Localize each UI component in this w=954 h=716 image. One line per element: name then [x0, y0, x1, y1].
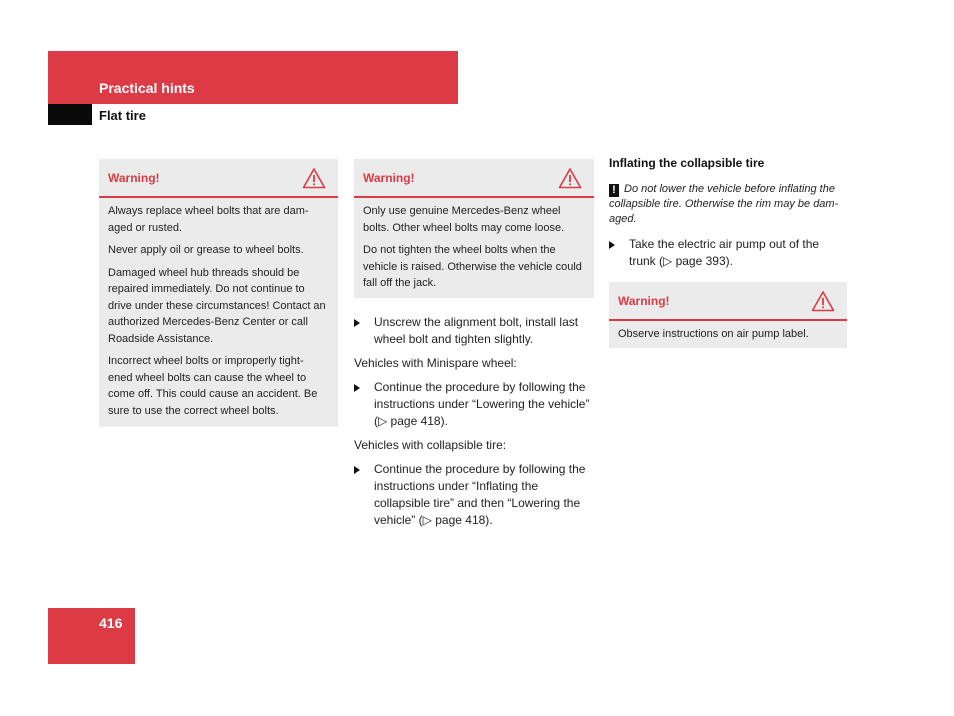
bullet-arrow-icon: [354, 319, 360, 327]
warning-body: [609, 321, 847, 350]
warning-paragraph: Incorrect wheel bolts or improperly tight- ened wheel bolts can cause the wheel to come off. This could cause an accident. Be sure to use the correct wheel bolts.: [108, 355, 318, 417]
bullet-arrow-icon: [354, 466, 360, 474]
instruction-step: [354, 461, 594, 529]
warning-box-air-pump: [609, 282, 847, 348]
step-text: Continue the procedure by following the instructions under “Lowering the vehicle” (▷ page 418).: [374, 380, 590, 428]
bullet-arrow-icon: [609, 241, 615, 249]
exclamation-icon: !: [609, 184, 619, 197]
warning-paragraph: Damaged wheel hub threads should be repaired immediately. Do not continue to drive under these circumstances! Contact an authorized Mercedes-Benz Center or call Roadside Assistance.: [108, 266, 326, 345]
warning-paragraph: Only use genuine Mercedes-Benz wheel bolts. Other wheel bolts may come loose.: [363, 205, 565, 234]
header-band: [48, 51, 458, 104]
warning-paragraph: Do not tighten the wheel bolts when the vehicle is raised. Otherwise the vehicle could fall off the jack.: [363, 244, 582, 289]
step-text: Unscrew the alignment bolt, install last wheel bolt and tighten slightly.: [374, 315, 579, 346]
vehicle-type-label: Vehicles with Minispare wheel:: [354, 356, 517, 370]
warning-triangle-icon: [558, 167, 582, 189]
caution-note: [609, 182, 847, 226]
warning-box-genuine-bolts: [354, 159, 594, 298]
step-text: Take the electric air pump out of the trunk (▷ page 393).: [629, 237, 820, 268]
subsection-title: Flat tire: [99, 108, 146, 123]
section-title: Practical hints: [99, 80, 195, 96]
instruction-step: [354, 379, 594, 430]
section-heading: Inflating the collapsible tire: [609, 156, 765, 170]
page-number: 416: [99, 615, 123, 631]
bullet-arrow-icon: [354, 384, 360, 392]
instructions-column-3: [609, 155, 847, 277]
warning-paragraph: Observe instructions on air pump label.: [618, 328, 809, 340]
warning-header: [354, 159, 594, 198]
warning-triangle-icon: [811, 290, 835, 312]
warning-body: [99, 198, 338, 426]
instruction-step: [354, 314, 594, 348]
warning-triangle-icon: [302, 167, 326, 189]
step-text: Continue the procedure by following the instructions under “Inflating the collapsible tire” and then “Lowering the vehicle” (▷ page 418).: [374, 462, 586, 527]
caution-text: Do not lower the vehicle before inflating the collapsible tire. Otherwise the rim may be dam- aged.: [609, 183, 839, 225]
warning-title: Warning!: [363, 171, 415, 185]
warning-body: [354, 198, 594, 299]
warning-paragraph: Always replace wheel bolts that are dam- aged or rusted.: [108, 205, 309, 234]
vehicle-type-label: Vehicles with collapsible tire:: [354, 438, 507, 452]
warning-paragraph: Never apply oil or grease to wheel bolts.: [108, 244, 304, 256]
warning-title: Warning!: [108, 171, 160, 185]
instructions-column-2: [354, 314, 594, 536]
warning-header: [609, 282, 847, 321]
warning-box-wheel-bolts: [99, 159, 338, 427]
header-tab-marker: [48, 104, 92, 125]
instruction-step: [609, 236, 847, 270]
warning-header: [99, 159, 338, 198]
warning-title: Warning!: [618, 294, 670, 308]
